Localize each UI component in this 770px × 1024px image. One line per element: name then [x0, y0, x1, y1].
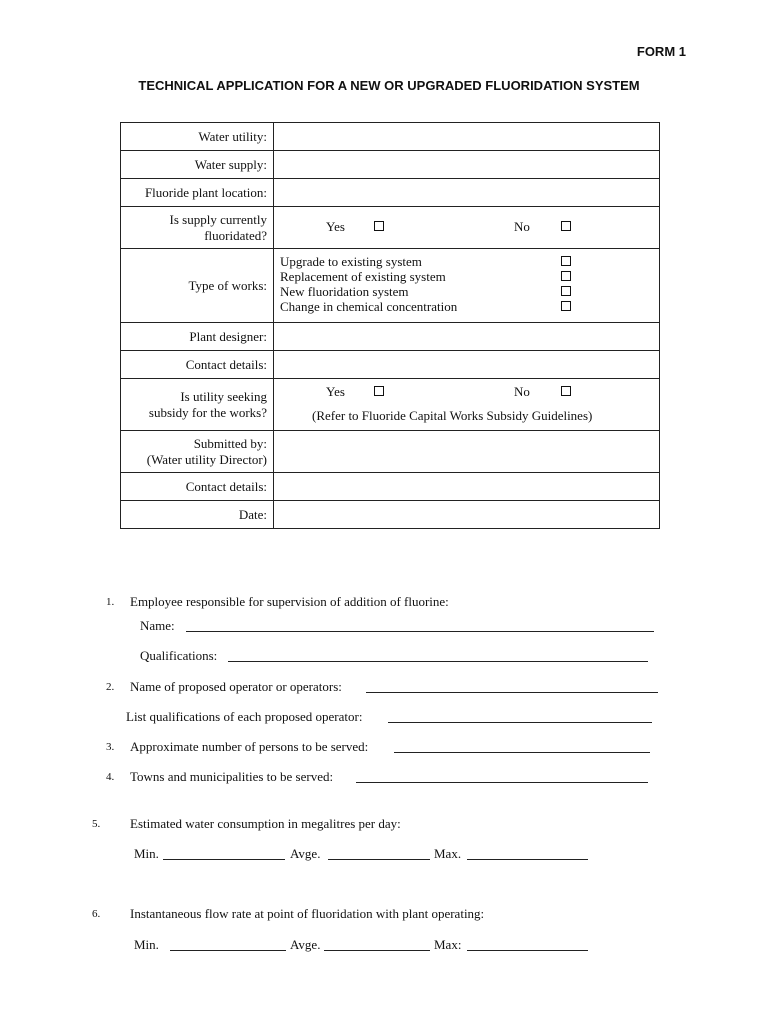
table-row: [121, 379, 660, 431]
fluoridated-no-checkbox[interactable]: [561, 221, 571, 231]
water-utility-field[interactable]: [274, 123, 660, 151]
works-replacement-checkbox[interactable]: [561, 271, 571, 281]
flow-avge-label: Avge.: [290, 937, 321, 952]
water-supply-label: Water supply:: [121, 151, 274, 179]
table-row: [121, 249, 660, 323]
q4-text: Towns and municipalities to be served:: [130, 769, 334, 784]
plant-location-field[interactable]: [274, 179, 660, 207]
flow-min-blank[interactable]: [170, 938, 286, 951]
q1-text: Employee responsible for supervision of addition of fluorine:: [130, 594, 449, 609]
consumption-max-label: Max.: [434, 846, 462, 861]
name-blank[interactable]: [186, 619, 654, 632]
consumption-min-label: Min.: [134, 846, 159, 861]
operators-blank[interactable]: [366, 680, 658, 693]
table-row: [121, 151, 660, 179]
q1-number: 1.: [106, 596, 115, 608]
table-row: [121, 323, 660, 351]
fluoridated-label-line2: fluoridated?: [204, 227, 267, 243]
type-of-works-field: [274, 249, 660, 323]
page-title: TECHNICAL APPLICATION FOR A NEW OR UPGRADED FLUORIDATION SYSTEM: [138, 78, 640, 93]
q6-text: Instantaneous flow rate at point of fluoridation with plant operating:: [130, 906, 485, 921]
works-option-upgrade: Upgrade to existing system: [280, 254, 422, 269]
subsidy-label-line2: subsidy for the works?: [148, 404, 267, 420]
fluoridated-label-line1: Is supply currently: [169, 211, 267, 227]
q5-number: 5.: [92, 818, 101, 830]
plant-designer-field[interactable]: [274, 323, 660, 351]
fluoridated-yes-checkbox[interactable]: [374, 221, 384, 231]
persons-served-blank[interactable]: [394, 740, 650, 753]
flow-avge-blank[interactable]: [324, 938, 430, 951]
towns-served-blank[interactable]: [356, 770, 648, 783]
q2-number: 2.: [106, 681, 115, 693]
table-row: [121, 207, 660, 249]
form-number: FORM 1: [636, 44, 686, 59]
submitted-by-line1: Submitted by:: [193, 435, 267, 451]
fluoridated-no-label: No: [514, 219, 530, 234]
contact-details-2-field[interactable]: [274, 473, 660, 501]
list-qualifications-label: List qualifications of each proposed operator:: [126, 709, 363, 724]
consumption-avge-label: Avge.: [290, 846, 321, 861]
table-row: [121, 501, 660, 529]
application-table: [120, 122, 660, 529]
subsidy-yes-checkbox[interactable]: [374, 386, 384, 396]
consumption-max-blank[interactable]: [467, 847, 588, 860]
qualifications-label: Qualifications:: [140, 648, 218, 663]
works-option-change: Change in chemical concentration: [280, 299, 458, 314]
qualifications-blank[interactable]: [228, 649, 648, 662]
subsidy-no-label: No: [514, 384, 530, 399]
consumption-min-blank[interactable]: [163, 847, 285, 860]
flow-max-label: Max:: [434, 937, 462, 952]
table-row: [121, 179, 660, 207]
works-option-replacement: Replacement of existing system: [280, 269, 446, 284]
table-row: [121, 431, 660, 473]
q6-number: 6.: [92, 908, 101, 920]
subsidy-label-line1: Is utility seeking: [180, 388, 267, 404]
type-of-works-label: Type of works:: [121, 249, 274, 323]
contact-details-label: Contact details:: [121, 351, 274, 379]
q4-number: 4.: [106, 771, 115, 783]
q3-text: Approximate number of persons to be served:: [130, 739, 369, 754]
fluoridated-label: [121, 207, 274, 249]
date-field[interactable]: [274, 501, 660, 529]
water-supply-field[interactable]: [274, 151, 660, 179]
q5-text: Estimated water consumption in megalitres per day:: [130, 816, 401, 831]
subsidy-label: [121, 379, 274, 431]
subsidy-field: [274, 379, 660, 431]
water-utility-label: Water utility:: [121, 123, 274, 151]
plant-location-label: Fluoride plant location:: [121, 179, 274, 207]
fluoridated-field: [274, 207, 660, 249]
submitted-by-label: [121, 431, 274, 473]
contact-details-field[interactable]: [274, 351, 660, 379]
subsidy-yes-label: Yes: [326, 384, 345, 399]
submitted-by-line2: (Water utility Director): [146, 451, 267, 467]
operator-qualifications-blank[interactable]: [388, 710, 652, 723]
contact-details-2-label: Contact details:: [121, 473, 274, 501]
works-change-checkbox[interactable]: [561, 301, 571, 311]
table-row: [121, 351, 660, 379]
q3-number: 3.: [106, 741, 115, 753]
works-option-new: New fluoridation system: [280, 284, 409, 299]
name-label: Name:: [140, 618, 175, 633]
works-new-checkbox[interactable]: [561, 286, 571, 296]
date-label: Date:: [121, 501, 274, 529]
submitted-by-field[interactable]: [274, 431, 660, 473]
works-upgrade-checkbox[interactable]: [561, 256, 571, 266]
consumption-avge-blank[interactable]: [328, 847, 430, 860]
q2-text: Name of proposed operator or operators:: [130, 679, 342, 694]
table-row: [121, 123, 660, 151]
flow-max-blank[interactable]: [467, 938, 588, 951]
fluoridated-yes-label: Yes: [326, 219, 345, 234]
flow-min-label: Min.: [134, 937, 159, 952]
table-row: [121, 473, 660, 501]
plant-designer-label: Plant designer:: [121, 323, 274, 351]
subsidy-guidelines-note: (Refer to Fluoride Capital Works Subsidy Guidelines): [312, 408, 593, 423]
subsidy-no-checkbox[interactable]: [561, 386, 571, 396]
